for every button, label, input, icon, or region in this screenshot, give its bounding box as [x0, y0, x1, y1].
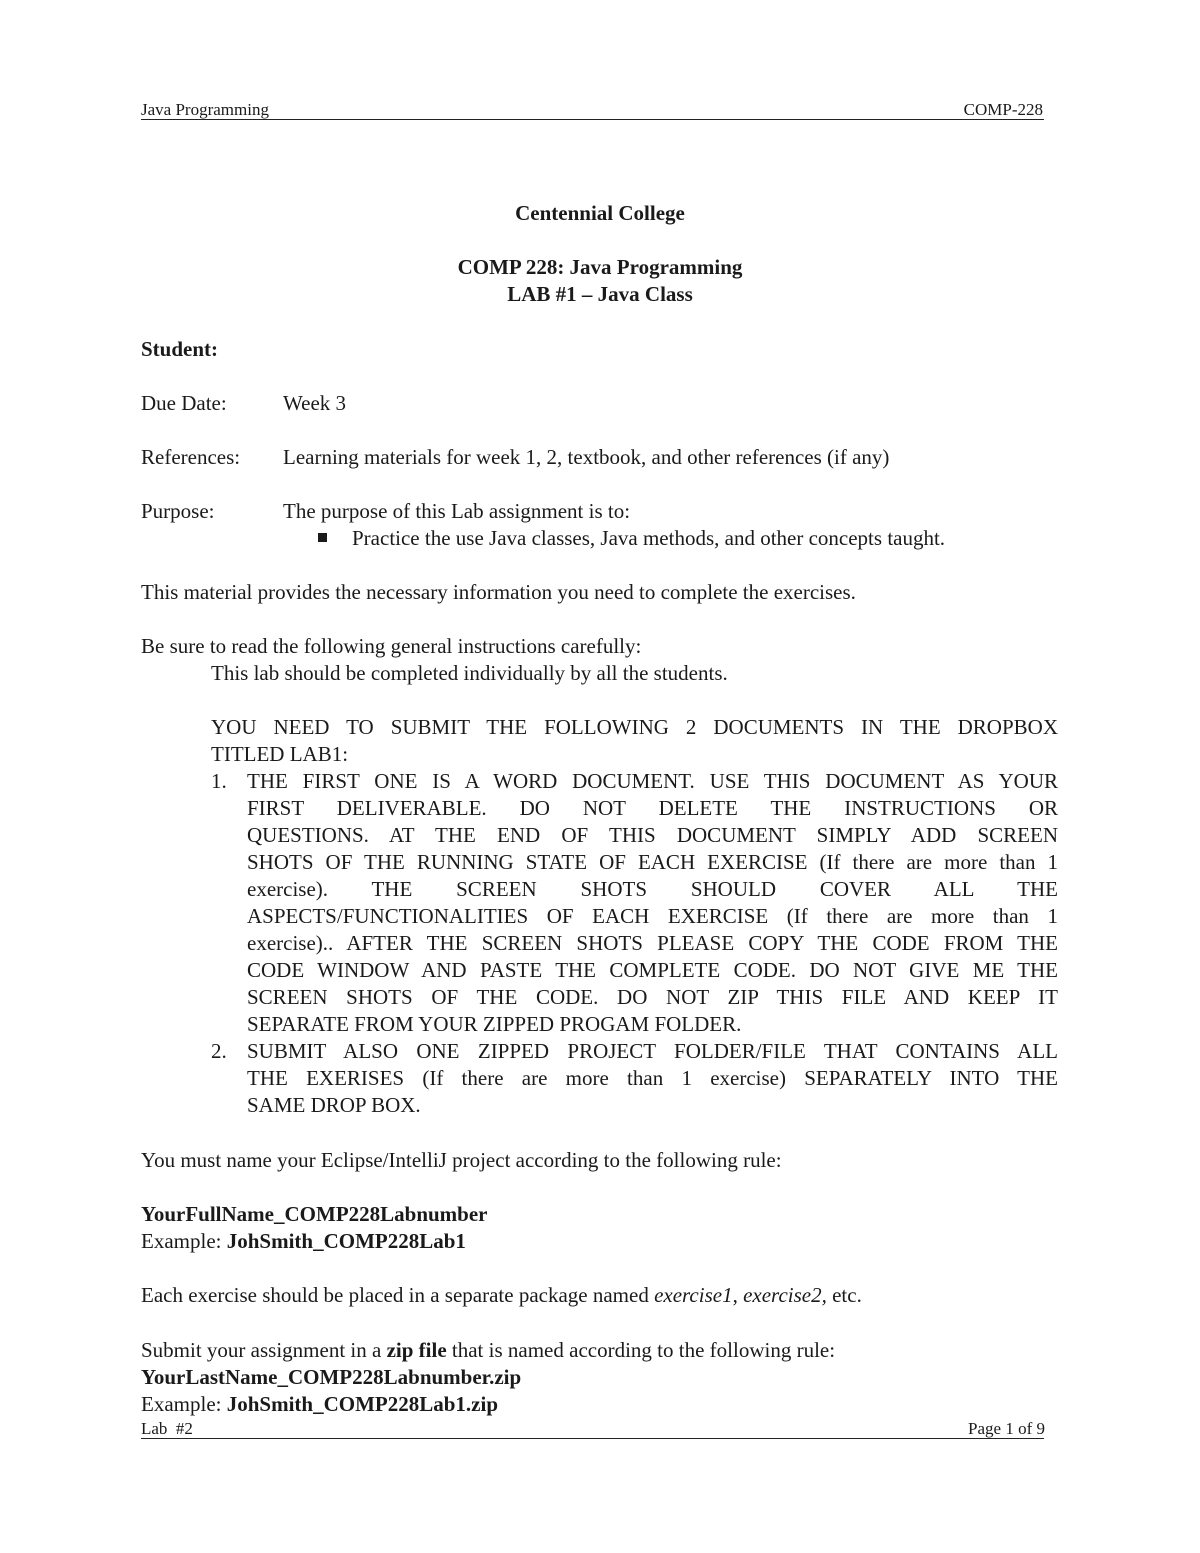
item2-line: SUBMIT ALSO ONE ZIPPED PROJECT FOLDER/FILE THAT CONTAINS ALL [247, 1039, 1058, 1063]
footer-left: Lab #2 [141, 1419, 193, 1438]
instructions-heading: Be sure to read the following general instructions carefully: [141, 634, 642, 658]
project-name-rule: YourFullName_COMP228Labnumber [141, 1202, 488, 1226]
student-label: Student: [141, 337, 219, 361]
college-title: Centennial College [515, 201, 685, 225]
header-right: COMP-228 [963, 100, 1043, 119]
submit-heading-line2: TITLED LAB1: [211, 742, 349, 766]
item1-number: 1. [211, 769, 227, 793]
purpose-value: The purpose of this Lab assignment is to: [283, 499, 631, 523]
zip-name-example: Example: JohSmith_COMP228Lab1.zip [141, 1392, 499, 1416]
item2-number: 2. [211, 1039, 227, 1063]
purpose-label: Purpose: [141, 499, 215, 523]
footer-right: Page 1 of 9 [968, 1419, 1045, 1438]
item1-line: SEPARATE FROM YOUR ZIPPED PROGAM FOLDER. [247, 1012, 742, 1036]
item1-line: ASPECTS/FUNCTIONALITIES OF EACH EXERCISE (If there are more than 1 [247, 904, 1058, 928]
lab-title: LAB #1 – Java Class [507, 282, 693, 306]
header-left: Java Programming [141, 100, 269, 119]
item1-line: CODE WINDOW AND PASTE THE COMPLETE CODE. DO NOT GIVE ME THE [247, 958, 1058, 982]
submit-heading-line1: YOU NEED TO SUBMIT THE FOLLOWING 2 DOCUMENTS IN THE DROPBOX [211, 715, 1058, 739]
references-value: Learning materials for week 1, 2, textbook, and other references (if any) [283, 445, 890, 469]
item2-line: SAME DROP BOX. [247, 1093, 421, 1117]
individual-note: This lab should be completed individually by all the students. [211, 661, 728, 685]
project-name-example: Example: JohSmith_COMP228Lab1 [141, 1229, 466, 1253]
item1-line: SHOTS OF THE RUNNING STATE OF EACH EXERCISE (If there are more than 1 [247, 850, 1058, 874]
purpose-bullet-text: Practice the use Java classes, Java methods, and other concepts taught. [352, 526, 946, 550]
bullet-square-icon [318, 533, 327, 542]
item1-line: exercise).. AFTER THE SCREEN SHOTS PLEASE COPY THE CODE FROM THE [247, 931, 1058, 955]
item1-line: QUESTIONS. AT THE END OF THIS DOCUMENT SIMPLY ADD SCREEN [247, 823, 1058, 847]
item1-line: exercise). THE SCREEN SHOTS SHOULD COVER ALL THE [247, 877, 1058, 901]
course-title: COMP 228: Java Programming [457, 255, 743, 279]
naming-rule-text: You must name your Eclipse/IntelliJ project according to the following rule: [141, 1148, 782, 1172]
zip-instruction: Submit your assignment in a zip file that is named according to the following rule: [141, 1338, 836, 1362]
intro-paragraph: This material provides the necessary information you need to complete the exercises. [141, 580, 856, 604]
footer-rule [141, 1438, 1044, 1439]
due-date-label: Due Date: [141, 391, 227, 415]
item1-line: THE FIRST ONE IS A WORD DOCUMENT. USE THIS DOCUMENT AS YOUR [247, 769, 1058, 793]
zip-name-rule: YourLastName_COMP228Labnumber.zip [141, 1365, 522, 1389]
due-date-value: Week 3 [283, 391, 347, 415]
item1-line: FIRST DELIVERABLE. DO NOT DELETE THE INSTRUCTIONS OR [247, 796, 1058, 820]
package-instruction: Each exercise should be placed in a separate package named exercise1, exercise2, etc. [141, 1283, 862, 1307]
item2-line: THE EXERISES (If there are more than 1 exercise) SEPARATELY INTO THE [247, 1066, 1058, 1090]
references-label: References: [141, 445, 241, 469]
header-rule [141, 119, 1044, 120]
item1-line: SCREEN SHOTS OF THE CODE. DO NOT ZIP THIS FILE AND KEEP IT [247, 985, 1058, 1009]
